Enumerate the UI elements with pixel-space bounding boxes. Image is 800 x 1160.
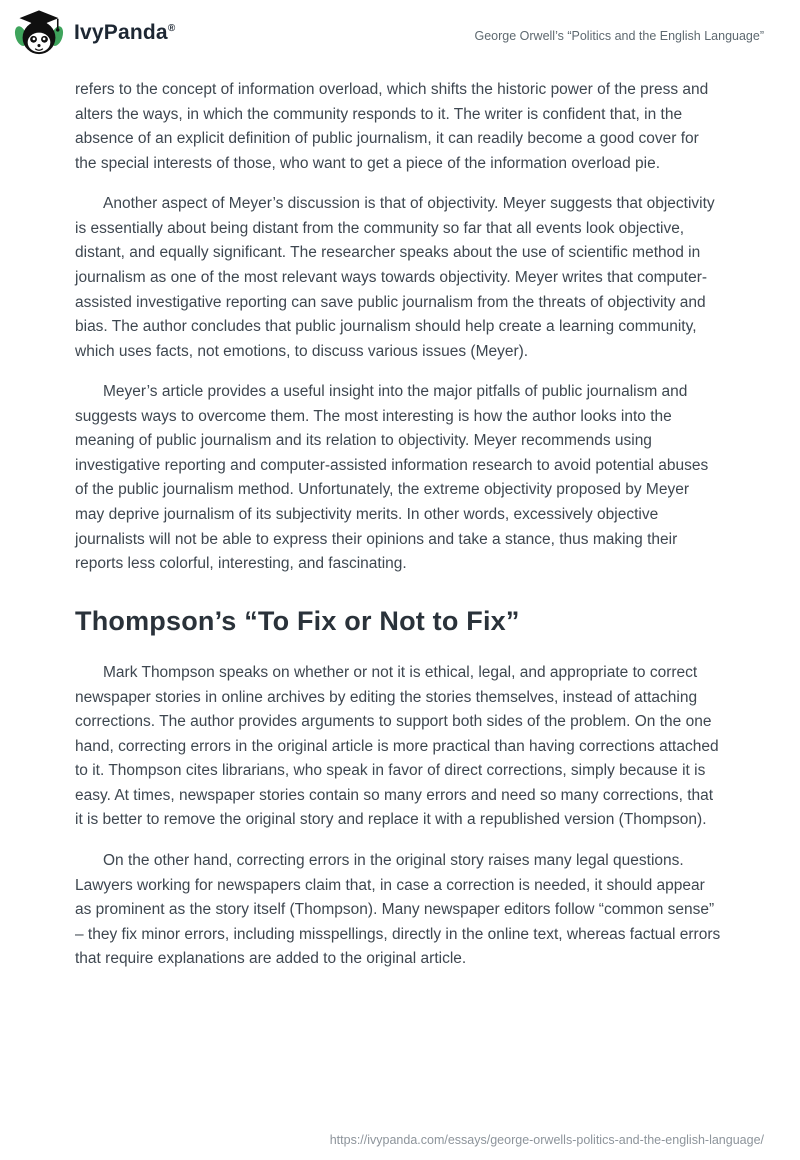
essay-paragraph: refers to the concept of information overload, which shifts the historic power of the press and alters the ways, in which the community responds to it. The writer is confident that, in the absence of an explicit definition of public journalism, it can readily become a good cover for the special interests of those, who want to get a piece of the information overload pie.	[75, 81, 709, 172]
essay-paragraph: Mark Thompson speaks on whether or not it is ethical, legal, and appropriate to correct newspaper stories in online archives by editing the stories themselves, instead of attaching corrections. The author provides arguments to support both sides of the problem. On the one hand, correcting errors in the original article is more practical than having corrections attached to it. Thompson cites librarians, who speak in favor of direct corrections, simply because it is easy. At times, newspaper stories contain so many errors and need so many corrections, that it is better to remove the original story and replace it with a republished version (Thompson).	[75, 664, 719, 829]
document-title: George Orwell’s “Politics and the English Language”	[474, 29, 764, 43]
essay-paragraph: Another aspect of Meyer’s discussion is that of objectivity. Meyer suggests that objectivity is essentially about being distant from the community so far that all events look objective, distant, and equally significant. The researcher speaks about the use of scientific method in journalism as one of the most relevant ways towards objectivity. Meyer writes that computer-assisted investigative reporting can save public journalism from the threats of objectivity and bias. The author concludes that public journalism should help create a learning community, which uses facts, not emotions, to discuss various issues (Meyer).	[75, 195, 715, 360]
essay-content	[0, 64, 800, 972]
page-header	[0, 0, 800, 64]
essay-paragraph: On the other hand, correcting errors in the original story raises many legal questions. Lawyers working for newspapers claim that, in case a correction is needed, it should appear as prominent as the story itself (Thompson). Many newspaper editors follow “common sense” – they fix minor errors, including misspellings, directly in the online text, whereas factual errors that require explanations are added to the original article.	[75, 852, 721, 968]
ivypanda-logo-icon	[14, 8, 64, 58]
section-heading: Thompson’s “To Fix or Not to Fix”	[75, 605, 520, 636]
brand[interactable]	[14, 8, 175, 58]
brand-name: IvyPanda®	[74, 21, 176, 44]
footer-source-url[interactable]: https://ivypanda.com/essays/george-orwells-politics-and-the-english-language/	[329, 1133, 764, 1147]
registered-mark: ®	[167, 23, 176, 34]
essay-paragraph: Meyer’s article provides a useful insight into the major pitfalls of public journalism and suggests ways to overcome them. The most interesting is how the author looks into the meaning of public journalism and its relation to objectivity. Meyer recommends using investigative reporting and computer-assisted information research to avoid potential abuses of the public journalism method. Unfortunately, the extreme objectivity proposed by Meyer may deprive journalism of its subjectivity merits. In other words, excessively objective journalists will not be able to express their opinions and take a stance, thus making their reports less colorful, interesting, and fascinating.	[75, 383, 709, 573]
